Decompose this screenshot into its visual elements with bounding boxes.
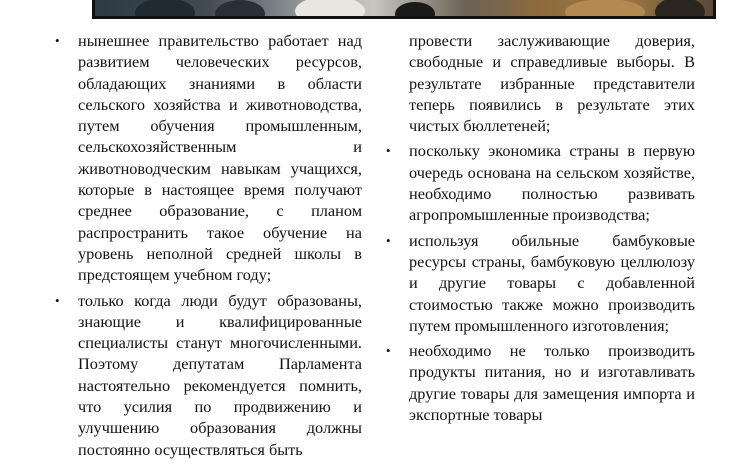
bullet-icon: • — [55, 292, 60, 308]
list-item — [55, 30, 362, 286]
list-item — [55, 290, 362, 460]
list-item-text: необходимо не только производить продукты питания, но и изготавливать другие товары для замещения импорта и экспортные товары — [409, 341, 695, 425]
list-item-text: поскольку экономика страны в первую очередь основана на сельском хозяйстве, необходимо полностью развивать агропромышленные производства; — [409, 141, 695, 225]
header-photo — [92, 0, 716, 19]
list-item-text: используя обильные бамбуковые ресурсы страны, бамбуковую целлюлозу и другие товары с добавленной стоимостью также можно производить путем промышленного изготовления; — [409, 230, 695, 335]
bullet-icon: • — [386, 343, 391, 359]
list-item-text: нынешнее правительство работает над развитием человеческих ресурсов, обладающих знаниями в области сельского хозяйства и животноводства, путем обучения промышленным, сельскохозяйственным и животноводческим навыкам учащихся, которые в настоящее время получают среднее образование, с планом распространить такое обучение на уровень неполной средней школы в предстоящем учебном году; — [78, 31, 362, 285]
bullet-icon: • — [55, 33, 60, 48]
continuation-text: провести заслуживающие доверия, свободные и справедливые выборы. В результате избранные представители теперь появились в результате этих чистых бюллетеней; — [409, 31, 695, 136]
list-item-text: только когда люди будут образованы, знающие и квалифицированные специалисты станут многочисленными. Поэтому депутатам Парламента настоятельно рекомендуется помнить, что усилия по продвижению и улучшению образования должны постоянно осуществляться быть — [78, 290, 362, 459]
list-item — [386, 340, 695, 425]
bullet-icon: • — [386, 143, 391, 159]
bullet-icon: • — [386, 232, 391, 248]
left-column — [55, 30, 362, 464]
list-item — [386, 230, 695, 336]
list-item — [386, 140, 695, 225]
right-column — [386, 30, 695, 429]
